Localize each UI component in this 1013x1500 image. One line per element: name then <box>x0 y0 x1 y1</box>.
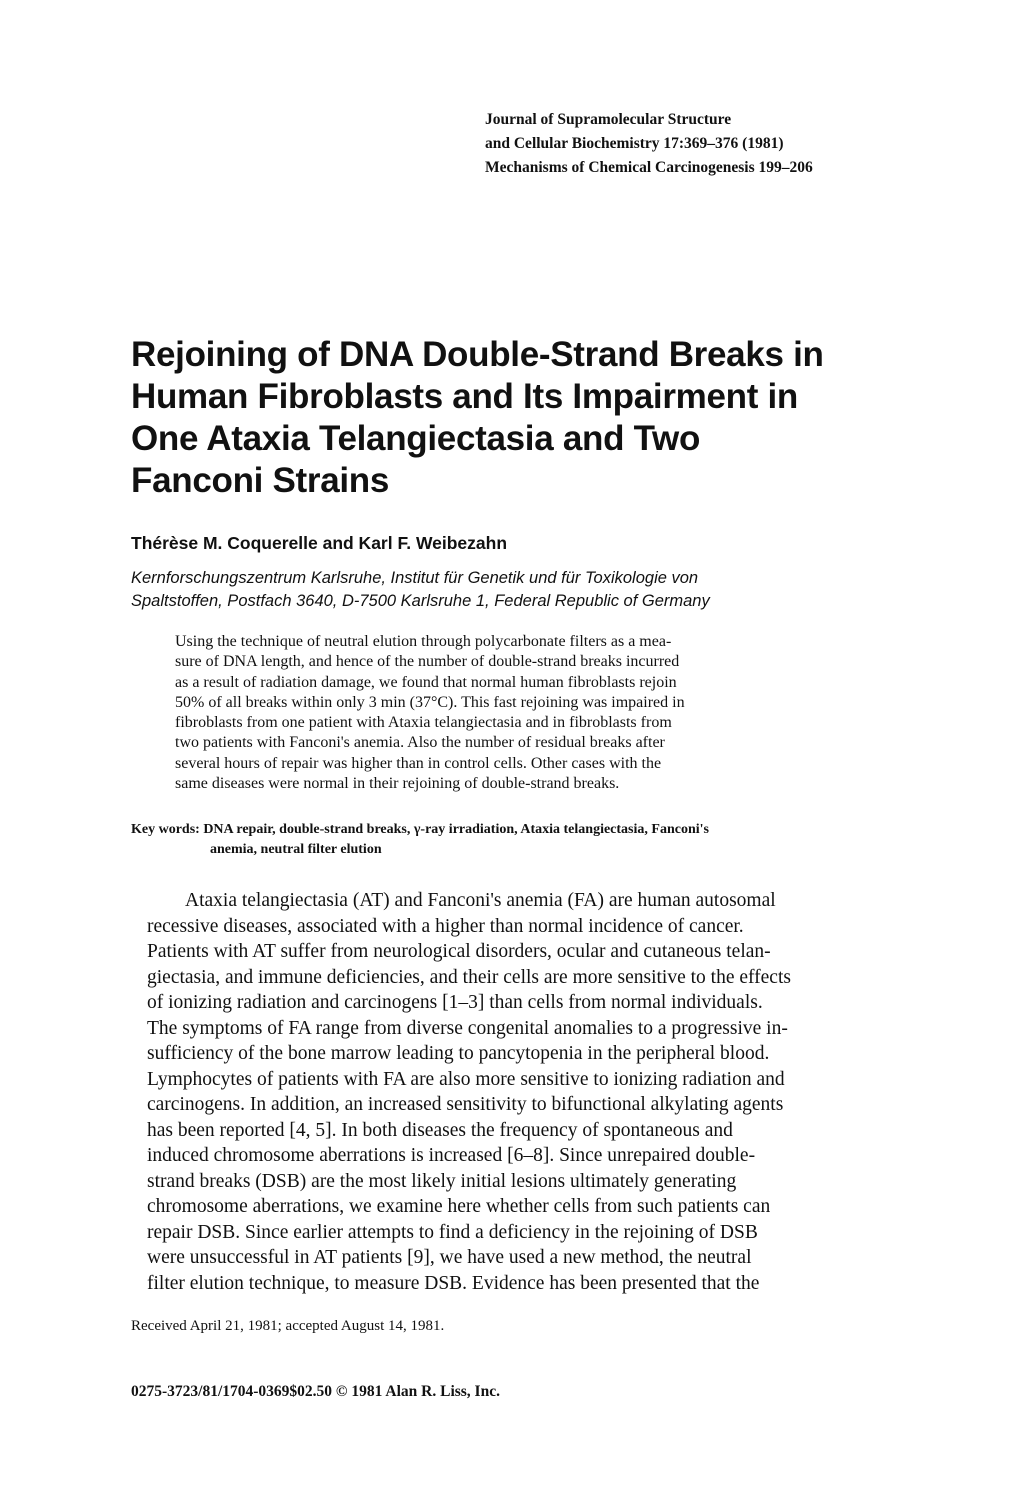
body-line: recessive diseases, associated with a higher than normal incidence of cancer. <box>147 915 744 937</box>
abstract-line: fibroblasts from one patient with Ataxia telangiectasia and in fibroblasts from <box>175 714 672 732</box>
body-line: were unsuccessful in AT patients [9], we have used a new method, the neutral <box>147 1247 752 1268</box>
abstract-line: several hours of repair was higher than in control cells. Other cases with the <box>175 754 662 772</box>
abstract-line: sure of DNA length, and hence of the number of double-strand breaks incurred <box>175 653 680 671</box>
abstract-line: same diseases were normal in their rejoining of double-strand breaks. <box>175 775 620 793</box>
body-line: Ataxia telangiectasia (AT) and Fanconi's anemia (FA) are human autosomal <box>185 890 776 911</box>
body-line: of ionizing radiation and carcinogens [1–3] than cells from normal individuals. <box>147 992 763 1013</box>
affiliation-line: Kernforschungszentrum Karlsruhe, Institut für Genetik und für Toxikologie von <box>131 569 699 587</box>
title-line: One Ataxia Telangiectasia and Two <box>131 419 701 458</box>
body-line: repair DSB. Since earlier attempts to find a deficiency in the rejoining of DSB <box>147 1221 758 1243</box>
copyright-line: 0275-3723/81/1704-0369$02.50 © 1981 Alan R. Liss, Inc. <box>131 1383 500 1400</box>
body-line: The symptoms of FA range from diverse congenital anomalies to a progressive in- <box>147 1017 788 1039</box>
body-line: strand breaks (DSB) are the most likely initial lesions ultimately generating <box>147 1170 737 1192</box>
body-line: chromosome aberrations, we examine here whether cells from such patients can <box>147 1196 771 1217</box>
body-line: has been reported [4, 5]. In both diseases the frequency of spontaneous and <box>147 1119 733 1141</box>
body-line: Patients with AT suffer from neurological disorders, ocular and cutaneous telan- <box>147 941 771 962</box>
title-line: Rejoining of DNA Double-Strand Breaks in <box>131 335 824 374</box>
body-line: induced chromosome aberrations is increased [6–8]. Since unrepaired double- <box>147 1145 756 1166</box>
abstract-line: two patients with Fanconi's anemia. Also the number of residual breaks after <box>175 734 665 752</box>
journal-line: Mechanisms of Chemical Carcinogenesis 199–206 <box>485 159 813 176</box>
body-paragraph <box>147 888 907 1296</box>
body-line: carcinogens. In addition, an increased sensitivity to bifunctional alkylating agents <box>147 1094 784 1115</box>
affiliation <box>131 567 891 613</box>
author-list: Thérèse M. Coquerelle and Karl F. Weibezahn <box>131 533 508 553</box>
title-line: Human Fibroblasts and Its Impairment in <box>131 377 799 416</box>
body-line: Lymphocytes of patients with FA are also more sensitive to ionizing radiation and <box>147 1068 785 1090</box>
key-words <box>131 820 891 860</box>
abstract-line: Using the technique of neutral elution through polycarbonate filters as a mea- <box>175 633 672 650</box>
article-title <box>131 334 911 502</box>
journal-line: and Cellular Biochemistry 17:369–376 (1981) <box>485 135 784 152</box>
abstract-line: as a result of radiation damage, we found that normal human fibroblasts rejoin <box>175 673 677 691</box>
body-line: filter elution technique, to measure DSB. Evidence has been presented that the <box>147 1272 760 1294</box>
abstract <box>175 632 855 794</box>
journal-line: Journal of Supramolecular Structure <box>485 111 732 128</box>
body-line: giectasia, and immune deficiencies, and their cells are more sensitive to the effects <box>147 966 791 988</box>
key-words-line: anemia, neutral filter elution <box>210 842 382 857</box>
key-words-line: Key words: DNA repair, double-strand breaks, γ-ray irradiation, Ataxia telangiectasia, Fanconi's <box>131 822 709 837</box>
abstract-line: 50% of all breaks within only 3 min (37°C). This fast rejoining was impaired in <box>175 693 685 711</box>
affiliation-line: Spaltstoffen, Postfach 3640, D-7500 Karlsruhe 1, Federal Republic of Germany <box>131 592 710 610</box>
body-line: sufficiency of the bone marrow leading to pancytopenia in the peripheral blood. <box>147 1043 770 1064</box>
journal-citation <box>485 108 945 180</box>
received-date: Received April 21, 1981; accepted August 14, 1981. <box>131 1318 445 1334</box>
title-line: Fanconi Strains <box>131 461 390 500</box>
